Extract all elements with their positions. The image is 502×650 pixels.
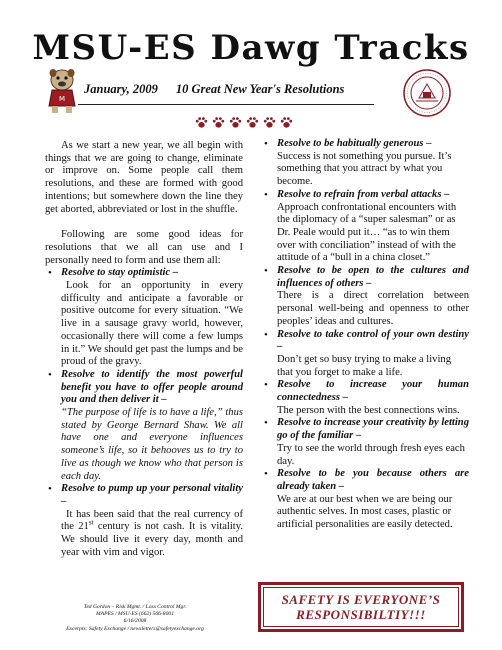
bullet-icon: • — [48, 483, 52, 496]
resolution-body — [61, 509, 243, 560]
resolution-item — [261, 138, 469, 189]
resolution-heading: Resolve to be you because others are already taken – — [277, 468, 469, 492]
intro-paragraph: Following are some good ideas for resolutions that we all can use and I personally need to form and use them all: — [45, 229, 243, 266]
paw-print-icon — [263, 116, 276, 129]
resolution-body: The person with the best connections wins. — [277, 404, 460, 416]
resolution-body: Try to see the world through fresh eyes each day. — [277, 442, 465, 467]
svg-text:M: M — [58, 95, 66, 103]
bulldog-mascot-icon — [44, 66, 80, 114]
resolution-item — [261, 265, 469, 329]
resolution-body-text: It has been said that the real currency of the 21 — [61, 508, 243, 533]
resolution-heading: Resolve to increase your human connectedness – — [277, 379, 469, 404]
resolution-heading: Resolve to be habitually generous – — [277, 138, 432, 149]
resolution-item — [261, 189, 469, 265]
university-seal-icon — [402, 68, 452, 118]
bullet-icon: • — [264, 468, 268, 481]
resolution-item — [45, 267, 243, 369]
resolution-item — [45, 369, 243, 483]
paw-print-icon — [212, 116, 225, 129]
paw-print-icon — [229, 116, 242, 129]
resolution-body: Don’t get so busy trying to make a living that you forget to make a life. — [277, 353, 451, 378]
newsletter-title: MSU-ES Dawg Tracks — [32, 28, 470, 68]
contact-line: 6/16/2008 — [123, 618, 147, 625]
resolution-heading: Resolve to stay optimistic – — [61, 267, 179, 279]
header-divider — [78, 104, 374, 105]
paw-print-divider — [195, 116, 293, 129]
resolution-body: Approach confrontational encounters with the diplomacy of a “super salesman” or as Dr. Peale would put it… “as to win them over with conciliation” instead of with the attitude of a “bull in a china closet.” — [277, 201, 457, 264]
resolution-item — [261, 379, 469, 417]
bullet-icon: • — [264, 379, 268, 392]
bullet-icon: • — [264, 138, 268, 150]
bullet-icon: • — [48, 368, 52, 381]
bullet-icon: • — [264, 328, 268, 341]
contact-line: Ted Gordon – Risk Mgmt. / Loss Control Mgr. — [83, 604, 187, 610]
issue-date: January, 2009 — [84, 82, 158, 96]
resolution-item — [261, 417, 469, 468]
resolution-heading: Resolve to identify the most powerful benefit you have to offer people around you and then deliver it – — [61, 368, 243, 406]
contact-info — [60, 604, 210, 633]
bullet-icon: • — [48, 267, 52, 280]
safety-banner — [258, 582, 464, 632]
resolution-heading: Resolve to refrain from verbal attacks – — [277, 188, 450, 200]
left-column — [45, 140, 243, 560]
safety-line: SAFETY IS EVERYONE’S — [281, 592, 441, 607]
resolution-heading: Resolve to increase your creativity by letting go of the familiar – — [277, 417, 469, 442]
contact-line: MAPES / MSU-ES (662) 566-8001 — [96, 611, 174, 618]
bullet-icon: • — [264, 265, 268, 278]
resolution-item — [261, 468, 469, 532]
resolution-heading: Resolve to take control of your own destiny – — [277, 328, 469, 353]
resolution-body: Success is not something you pursue. It’s something that you attract by what you become. — [277, 150, 452, 188]
resolution-heading: Resolve to pump up your personal vitality – — [61, 483, 243, 507]
resolution-body: “The purpose of life is to have a life,” thus stated by George Bernard Shaw. We all have one and everyone influences someone’s life, so it behooves us to try to live as though we know who that person is each day. — [61, 407, 243, 482]
paw-print-icon — [195, 116, 208, 129]
resolution-body: There is a direct correlation between personal well-being and openness to other peoples’ ideas and cultures. — [277, 290, 469, 327]
resolution-body: We are at our best when we are being our authentic selves. In most cases, plastic or artificial personalities are easily detected. — [277, 493, 453, 531]
right-column — [261, 138, 469, 532]
bullet-icon: • — [264, 188, 268, 201]
resolution-item — [261, 329, 469, 380]
resolution-body-text: century is not cash. It is vitality. We should live it every day, month and year with vim and vigor. — [61, 521, 243, 558]
resolution-heading: Resolve to be open to the cultures and influences of others – — [277, 265, 469, 289]
superscript: st — [88, 518, 94, 527]
contact-line: Excerpts: Safety Exchange / newsletters@safetyexchange.org — [66, 625, 204, 632]
paw-print-icon — [280, 116, 293, 129]
bullet-icon: • — [264, 417, 268, 430]
safety-line: RESPONSIBILTIY!!! — [296, 607, 426, 622]
paw-print-icon — [246, 116, 259, 129]
intro-paragraph: As we start a new year, we all begin with things that we are going to change, eliminate or improve on. Some people call them resolutions, and these are formed with good intentions; but somewhere down the line they get aborted, abbreviated or lost in the shuffle. — [45, 140, 243, 215]
resolution-item — [45, 483, 243, 559]
resolution-body: Look for an opportunity in every difficulty and anticipate a favorable or positive outcome for every situation. “We live in a sausage gravy world, however, occasionally there will come a few lumps in it.” We should get past the lumps and be proud of the gravy. — [61, 280, 243, 368]
issue-subtitle: 10 Great New Year's Resolutions — [175, 82, 345, 96]
